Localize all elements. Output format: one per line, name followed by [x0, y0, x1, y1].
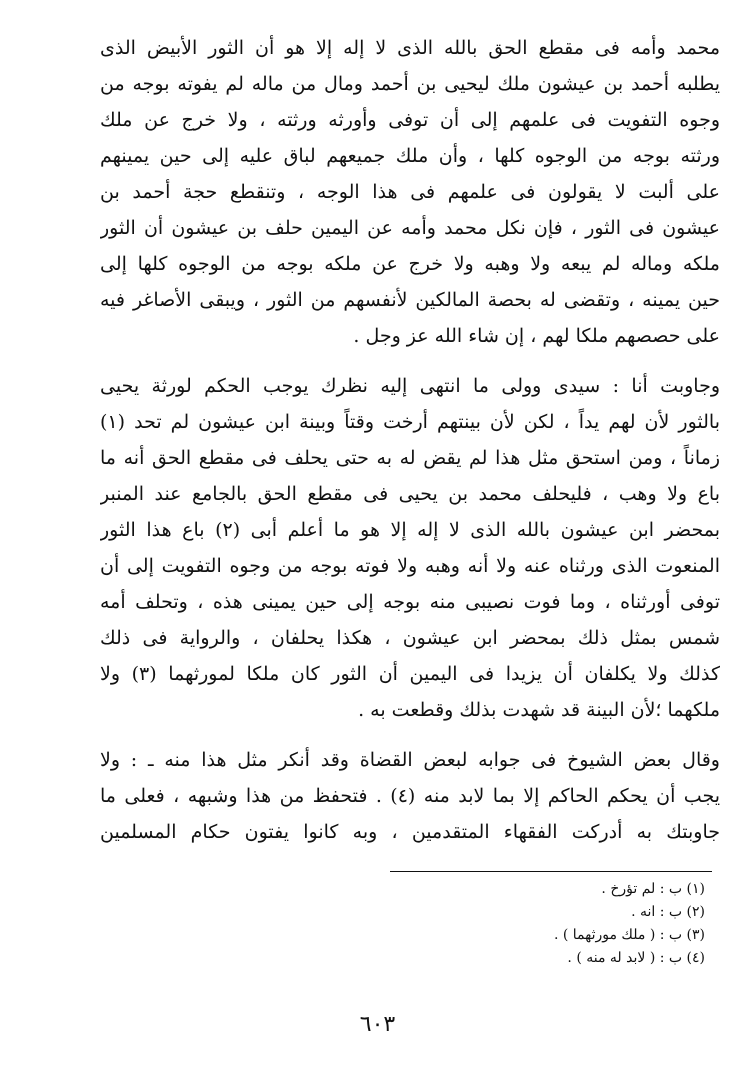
- text-line: باع ولا وهب ، فليحلف محمد بن يحيى فى مقطع الحق بالجامع عند المنبر: [100, 483, 720, 505]
- text-line: ملكه وماله لم يبعه ولا وهبه ولا خرج عن ملكه بوجه من الوجوه كلها إلى: [100, 253, 720, 275]
- text-line: على حصصهم ملكا لهم ، إن شاء الله عز وجل .: [353, 325, 720, 347]
- text-line: جاوبتك به أدركت الفقهاء المتقدمين ، وبه كانوا يفتون حكام المسلمين: [100, 821, 720, 843]
- text-line: وقال بعض الشيوخ فى جوابه لبعض القضاة وقد أنكر مثل هذا منه ـ : ولا: [100, 749, 720, 771]
- body-text: [100, 30, 720, 850]
- text-line: ورثته بوجه من الوجوه كلها ، وأن ملك جميعهم لباق عليه إلى حين يمينهم: [100, 145, 720, 167]
- paragraph-2: [100, 368, 720, 728]
- paragraph-1: [100, 30, 720, 354]
- paragraph-3: [100, 742, 720, 850]
- text-line: المنعوت الذى ورثناه عنه ولا أنه وهبه ولا فوته بوجه من وجوه التفويت إلى أن: [100, 555, 720, 577]
- text-line: زماناً ، ومن استحق مثل هذا لم يقض له به حتى يحلف فى مقطع الحق أنه ما: [100, 447, 720, 469]
- text-line: وجاوبت أنا : سيدى وولى ما انتهى إليه نظرك يوجب الحكم لورثة يحيى: [100, 375, 720, 397]
- footnote-divider: [390, 871, 712, 872]
- page-number: ٦٠٣: [359, 1012, 396, 1037]
- text-line: على ألبت لا يقولون فى علمهم فى هذا الوجه ، وتنقطع حجة أحمد بن: [100, 181, 720, 203]
- text-line: ملكهما ؛لأن البينة قد شهدت بذلك وقطعت به .: [358, 699, 720, 721]
- footnotes: [405, 878, 705, 970]
- text-line: حين يمينه ، وتقضى له بحصة المالكين لأنفسهم من الثور ، ويبقى الأصاغر فيه: [100, 289, 720, 311]
- footnote: (٤) ب : ( لابد له منه ) .: [567, 950, 705, 966]
- footnote: (٣) ب : ( ملك مورثهما ) .: [553, 927, 705, 943]
- text-line: شمس بمثل ذلك بمحضر ابن عيشون ، هكذا يحلفان ، والرواية فى ذلك: [100, 627, 720, 649]
- footnote: (١) ب : لم تؤرخ .: [601, 881, 705, 897]
- text-line: عيشون فى الثور ، فإن نكل محمد وأمه عن اليمين حلف بن عيشون أن الثور: [100, 217, 720, 239]
- text-line: يطلبه أحمد بن عيشون ملك ليحيى بن أحمد ومال من ماله لم يفوته بوجه من: [100, 73, 720, 95]
- footnote: (٢) ب : انه .: [631, 904, 705, 920]
- text-line: محمد وأمه فى مقطع الحق بالله الذى لا إله إلا هو أن الثور الأبيض الذى: [100, 37, 720, 59]
- text-line: يجب أن يحكم الحاكم إلا بما لابد منه (٤) . فتحفظ من هذا وشبهه ، فعلى ما: [100, 785, 720, 807]
- text-line: بالثور لأن لهم يداً ، لكن لأن بينتهم أرخت وقتاً وبينة ابن عيشون لم تحد (١): [100, 411, 720, 433]
- text-line: بمحضر ابن عيشون بالله الذى لا إله إلا هو ما أعلم أبى (٢) باع هذا الثور: [100, 519, 720, 541]
- text-line: كذلك ولا يكلفان أن يزيدا فى اليمين أن الثور كان ملكا لمورثهما (٣) ولا: [100, 663, 720, 685]
- text-line: توفى أورثناه ، وما فوت نصيبى منه بوجه إلى حين يمينى هذه ، وتحلف أمه: [100, 591, 720, 613]
- text-line: وجوه التفويت فى علمهم إلى أن توفى وأورثه ورثته ، ولا خرج عن ملك: [100, 109, 720, 131]
